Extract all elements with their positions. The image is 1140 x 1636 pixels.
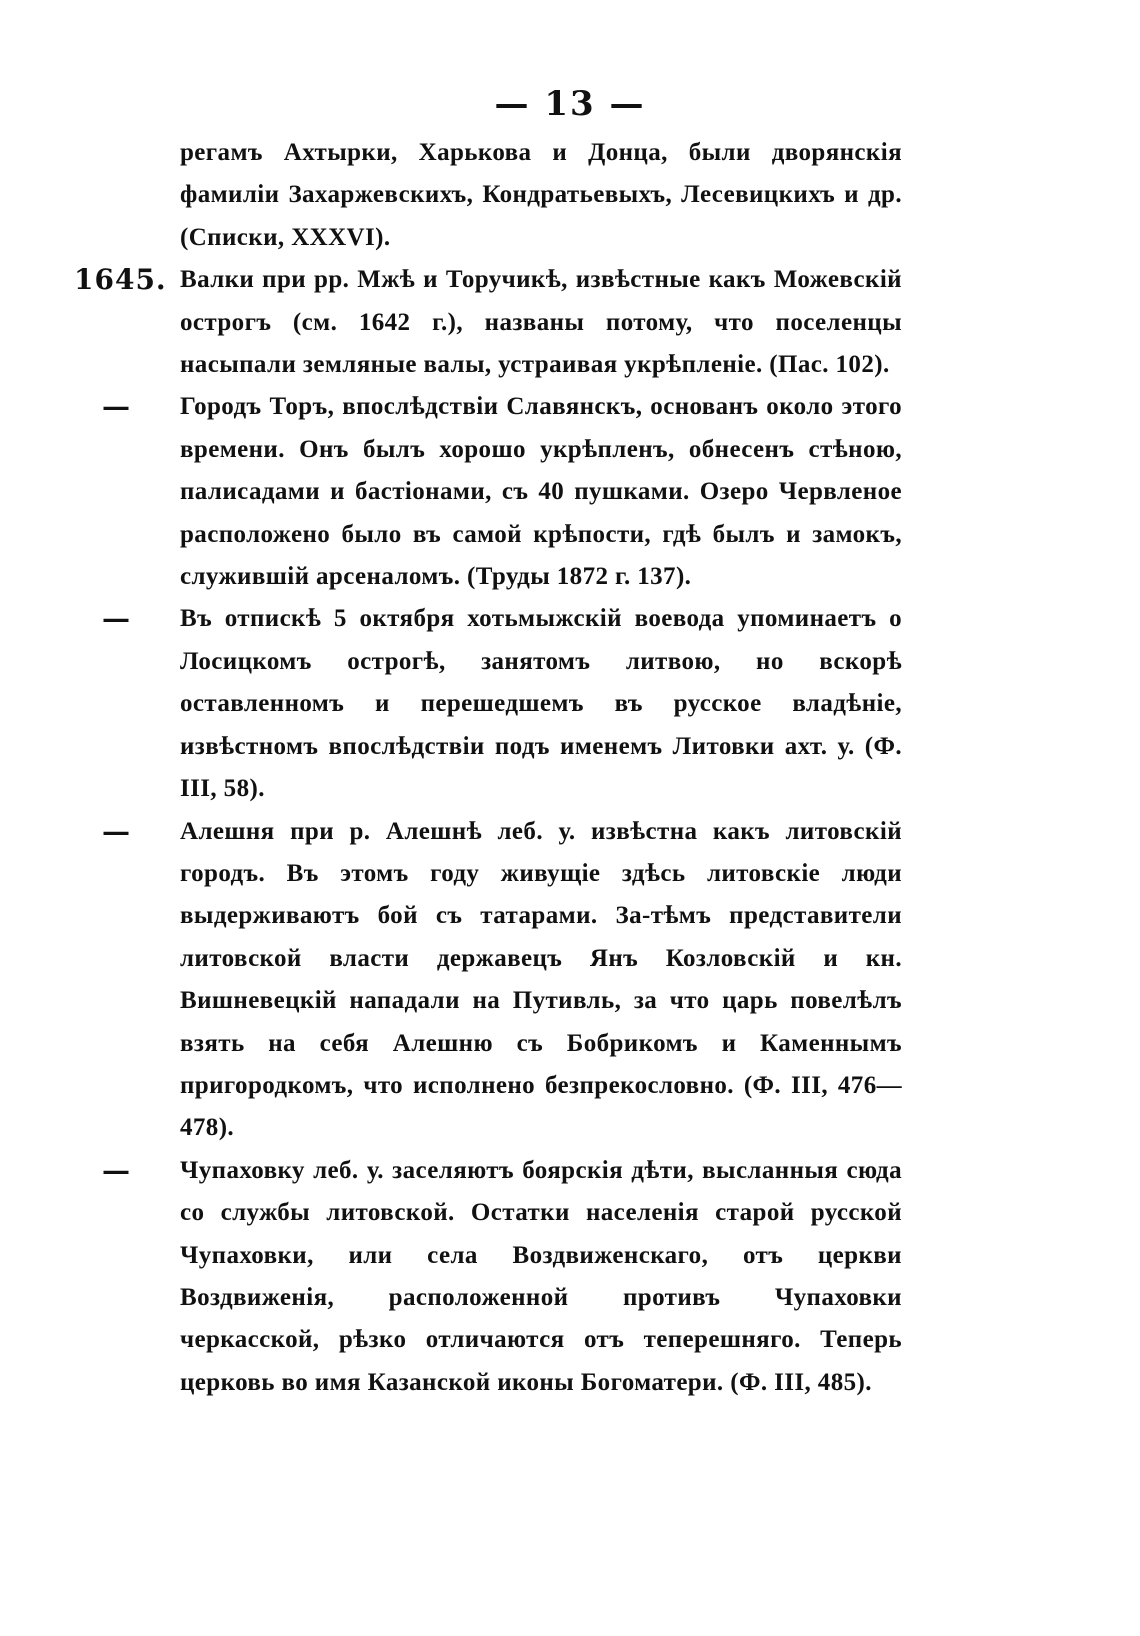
entry-aleshnya (0, 811, 1140, 1150)
entry-text: Алешня при р. Алешнѣ леб. у. извѣстна какъ литовскій городъ. Въ этомъ году живущіе здѣсь литовскіе люди выдерживаютъ бой съ татарами. За-тѣмъ представители литовской власти державецъ Янъ Козловскій и кн. Вишневецкій нападали на Путивль, за что царь повелѣлъ взять на себя Алешню съ Бобрикомъ и Каменнымъ пригородкомъ, что исполнено безпрекословно. (Ф. III, 476—478). (180, 817, 902, 1142)
entry-dash: — (102, 814, 130, 848)
entry-dash: — (102, 390, 130, 424)
entry-dash: — (102, 602, 130, 636)
entry-text: Валки при рр. Мжѣ и Торучикѣ, извѣстные какъ Можевскій острогъ (см. 1642 г.), названы потому, что поселенцы насыпали земляные валы, устраивая укрѣпленіе. (Пас. 102). (180, 266, 902, 379)
entry-text: Чупаховку леб. у. заселяютъ боярскія дѣти, высланныя сюда со службы литовской. Остатки населенія старой русской Чупаховки, или села Воздвиженскаго, отъ церкви Воздвиженія, расположенной противъ Чупаховки черкасской, рѣзко отличаются отъ теперешняго. Теперь церковь во имя Казанской иконы Богоматери. (Ф. III, 485). (180, 1156, 902, 1396)
entry-dash: — (102, 1153, 130, 1187)
entry-chupakhovka (0, 1150, 1140, 1404)
entry-text: Городъ Торъ, впослѣдствіи Славянскъ, основанъ около этого времени. Онъ былъ хорошо укрѣпленъ, обнесенъ стѣною, палисадами и бастіонами, съ 40 пушками. Озеро Червленое расположено было въ самой крѣпости, гдѣ былъ и замокъ, служившій арсеналомъ. (Труды 1872 г. 137). (180, 393, 902, 591)
page-number: — 13 — (494, 84, 646, 124)
entry-continuation (0, 132, 1140, 259)
entry-tor (0, 386, 1140, 598)
entry-1645-valki (0, 259, 1140, 386)
entry-text: регамъ Ахтырки, Харькова и Донца, были дворянскія фамиліи Захаржевскихъ, Кондратьевыхъ, Лесевицкихъ и др. (Списки, XXXVI). (180, 139, 902, 251)
entry-losickiy (0, 598, 1140, 810)
entry-text: Въ отпискѣ 5 октября хотьмыжскій воевода упоминаетъ о Лосицкомъ острогѣ, занятомъ литвою, но вскорѣ оставленномъ и перешедшемъ въ русское владѣніе, извѣстномъ впослѣдствіи подъ именемъ Литовки ахт. у. (Ф. III, 58). (180, 605, 902, 803)
entry-year: 1645. (74, 263, 167, 297)
entries-list (0, 132, 1140, 1404)
